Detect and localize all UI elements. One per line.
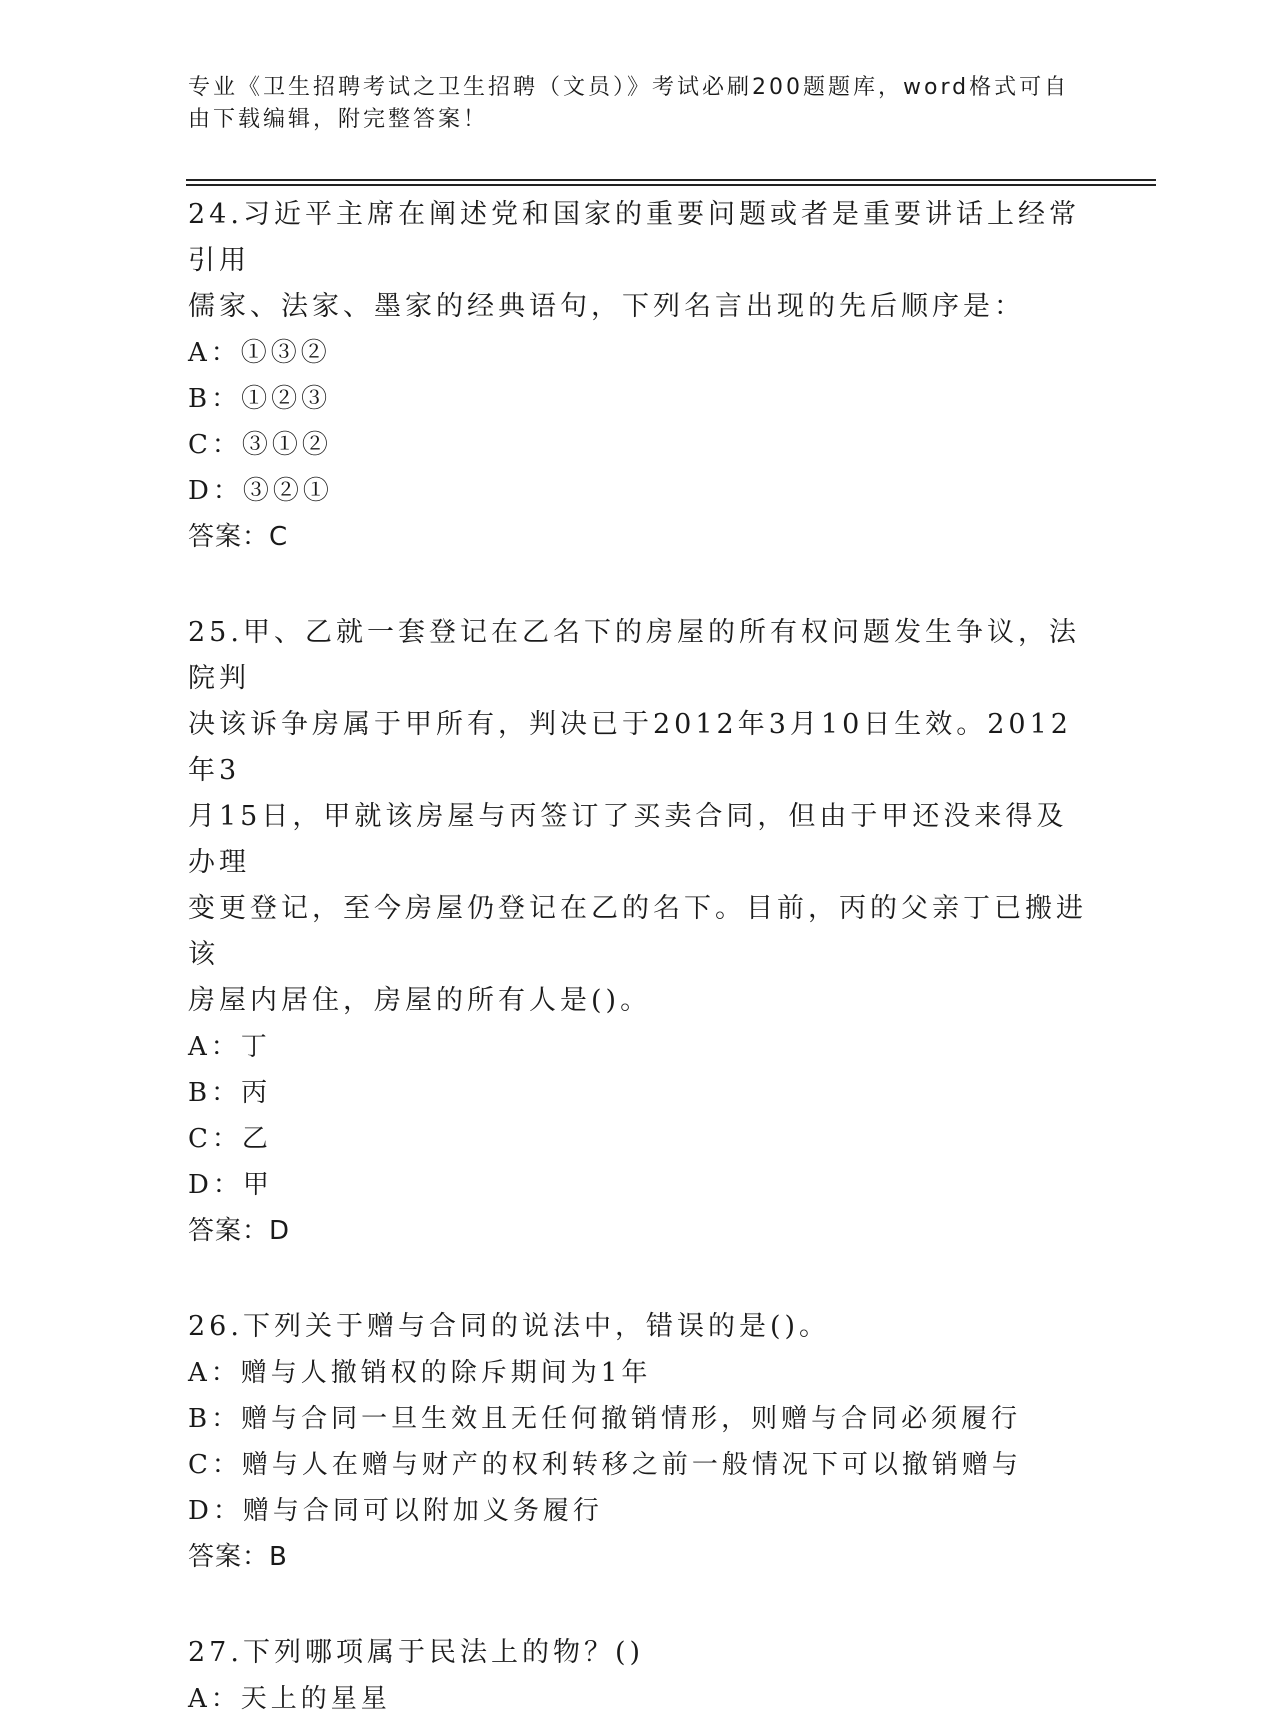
question-block <box>188 610 1088 1254</box>
question-stem-line: 儒家、法家、墨家的经典语句，下列名言出现的先后顺序是： <box>188 291 1025 322</box>
option-b: B：①②③ <box>188 384 332 414</box>
question-block <box>188 1304 1088 1580</box>
option-d: D：甲 <box>188 1170 273 1200</box>
answer-line: 答案：C <box>188 522 289 552</box>
option-a: A：赠与人撤销权的除斥期间为1年 <box>188 1358 652 1388</box>
option-b: B：丙 <box>188 1078 272 1108</box>
question-stem-line: 26.下列关于赠与合同的说法中，错误的是()。 <box>188 1311 831 1342</box>
question-list <box>188 192 1088 1722</box>
option-b: B：赠与合同一旦生效且无任何撤销情形，则赠与合同必须履行 <box>188 1404 1022 1434</box>
option-a: A：丁 <box>188 1032 271 1062</box>
option-a: A：①③② <box>188 338 331 368</box>
question-stem <box>188 1630 1088 1676</box>
question-stem <box>188 1304 1088 1350</box>
option-c: C：赠与人在赠与财产的权利转移之前一般情况下可以撤销赠与 <box>188 1450 1022 1480</box>
question-block <box>188 192 1088 560</box>
question-stem <box>188 610 1088 1024</box>
question-stem-line: 27.下列哪项属于民法上的物？() <box>188 1637 645 1668</box>
answer-line: 答案：B <box>188 1542 288 1572</box>
header-divider-bottom <box>186 184 1156 186</box>
option-d: D：③②① <box>188 476 333 506</box>
option-c: C：③①② <box>188 430 332 460</box>
question-block <box>188 1630 1088 1722</box>
header-line-2: 由下载编辑，附完整答案！ <box>188 107 489 132</box>
header-line-1: 专业《卫生招聘考试之卫生招聘（文员）》考试必刷200题题库，word格式可自 <box>188 75 1070 100</box>
document-header <box>188 72 1088 136</box>
option-c: C：乙 <box>188 1124 272 1154</box>
answer-line: 答案：D <box>188 1216 291 1246</box>
option-d: D：赠与合同可以附加义务履行 <box>188 1496 603 1526</box>
question-stem-line: 房屋内居住，房屋的所有人是()。 <box>188 985 652 1016</box>
question-stem-line: 月15日，甲就该房屋与丙签订了买卖合同，但由于甲还没来得及办理 <box>188 801 1068 878</box>
question-stem-line: 决该诉争房属于甲所有，判决已于2012年3月10日生效。2012年3 <box>188 709 1072 786</box>
header-divider-top <box>186 179 1156 181</box>
option-a: A：天上的星星 <box>188 1684 391 1714</box>
question-stem-line: 变更登记，至今房屋仍登记在乙的名下。目前，丙的父亲丁已搬进该 <box>188 893 1087 970</box>
question-stem <box>188 192 1088 330</box>
question-stem-line: 24.习近平主席在阐述党和国家的重要问题或者是重要讲话上经常引用 <box>188 199 1080 276</box>
question-stem-line: 25.甲、乙就一套登记在乙名下的房屋的所有权问题发生争议，法院判 <box>188 617 1080 694</box>
